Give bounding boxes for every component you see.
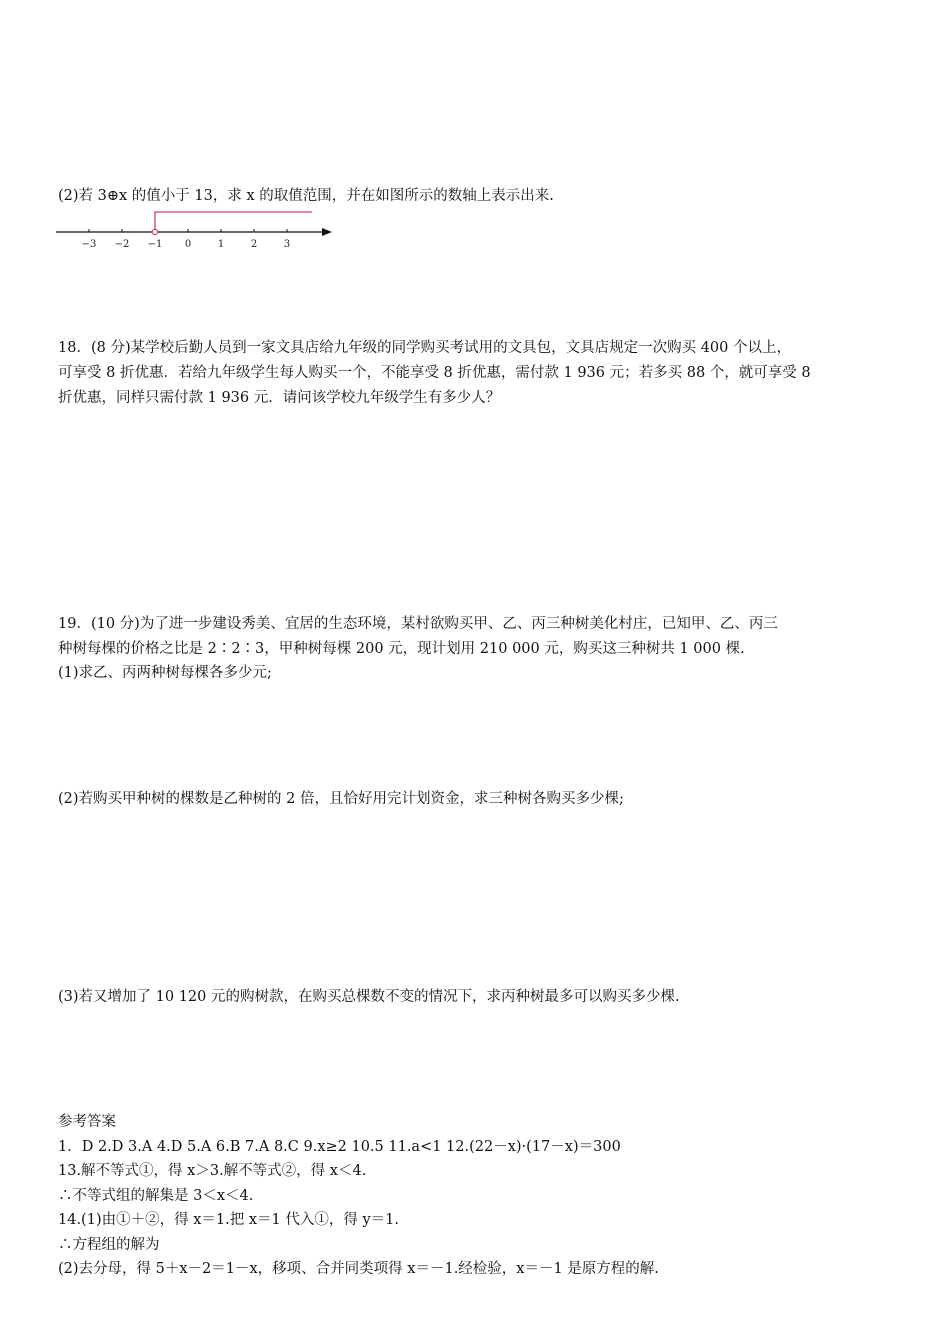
number-line-tick-label: 0: [184, 239, 192, 250]
answers-title: 参考答案: [58, 1114, 116, 1130]
number-line-tick-label: −3: [81, 239, 97, 250]
question-19-part-1: (1)求乙、丙两种树每棵各多少元;: [58, 665, 272, 681]
number-line-tick-label: −2: [114, 239, 130, 250]
number-line-tick-label: 2: [250, 239, 258, 250]
number-line: [56, 208, 336, 253]
question-18-line-3: 折优惠，同样只需付款 1 936 元．请问该学校九年级学生有多少人？: [58, 390, 501, 406]
number-line-tick-label: −1: [147, 239, 163, 250]
answers-line-6: (2)去分母，得 5＋x－2＝1－x，移项、合并同类项得 x＝－1.经检验，x＝－1 是原方程的解.: [58, 1261, 659, 1277]
answers-line-5: ∴方程组的解为: [58, 1237, 160, 1253]
question-18-line-1: 18．(8 分)某学校后勤人员到一家文具店给九年级的同学购买考试用的文具包，文具店规定一次购买 400 个以上，: [58, 340, 791, 356]
question-19-part-2: (2)若购买甲种树的棵数是乙种树的 2 倍，且恰好用完计划资金，求三种树各购买多少棵;: [58, 791, 624, 807]
number-line-tick-label: 1: [217, 239, 225, 250]
open-circle-marker: [152, 229, 157, 234]
answers-line-2: 13.解不等式①，得 x＞3.解不等式②，得 x＜4.: [58, 1163, 367, 1179]
answers-line-3: ∴不等式组的解集是 3＜x＜4.: [58, 1188, 254, 1204]
question-17-part-2: (2)若 3⊕x 的值小于 13，求 x 的取值范围，并在如图所示的数轴上表示出来.: [58, 188, 554, 204]
solution-ray: [155, 212, 312, 232]
answers-line-4: 14.(1)由①＋②，得 x＝1.把 x＝1 代入①，得 y＝1.: [58, 1212, 399, 1228]
number-line-tick-label: 3: [283, 239, 291, 250]
question-19-line-1: 19．(10 分)为了进一步建设秀美、宜居的生态环境，某村欲购买甲、乙、丙三种树美化村庄，已知甲、乙、丙三: [58, 616, 778, 632]
number-line-arrow: [322, 228, 332, 236]
question-19-line-2: 种树每棵的价格之比是 2∶2∶3，甲种树每棵 200 元，现计划用 210 000 元，购买这三种树共 1 000 棵.: [58, 641, 745, 657]
question-18-line-2: 可享受 8 折优惠．若给九年级学生每人购买一个，不能享受 8 折优惠，需付款 1 936 元；若多买 88 个，就可享受 8: [58, 365, 811, 381]
answers-line-1: 1．D 2.D 3.A 4.D 5.A 6.B 7.A 8.C 9.x≥2 10.5 11.a<1 12.(22－x)·(17－x)＝300: [58, 1139, 621, 1155]
question-19-part-3: (3)若又增加了 10 120 元的购树款，在购买总棵数不变的情况下，求丙种树最多可以购买多少棵.: [58, 989, 680, 1005]
